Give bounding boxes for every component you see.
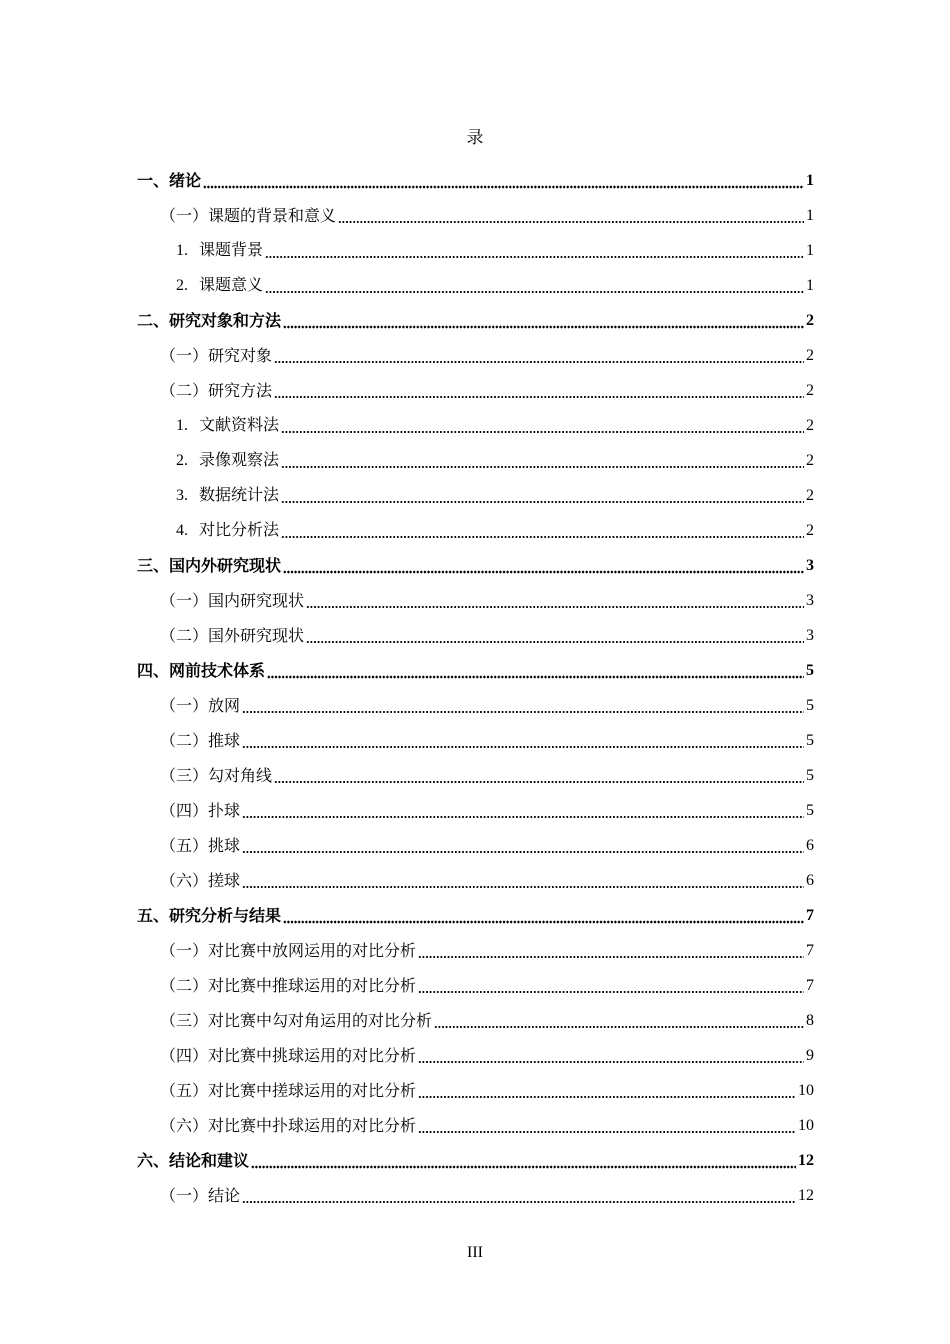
toc-dot-leader <box>283 906 804 926</box>
toc-dot-leader <box>274 346 804 366</box>
toc-dot-leader <box>418 976 804 996</box>
toc-entry-text <box>160 766 272 786</box>
toc-entry-text <box>176 240 263 261</box>
toc-dot-leader <box>265 241 804 261</box>
toc-entry-label: （六）搓球 <box>160 870 241 890</box>
toc-entry-text <box>160 1046 416 1066</box>
toc-entry[interactable] <box>0 688 950 723</box>
toc-entry[interactable] <box>0 373 950 408</box>
toc-entry[interactable] <box>0 1178 950 1213</box>
toc-entry-text <box>160 381 272 401</box>
toc-dot-leader <box>251 1151 796 1171</box>
toc-entry[interactable] <box>0 443 950 478</box>
toc-entry-text <box>137 556 281 576</box>
toc-entry-page-number: 8 <box>806 1011 814 1029</box>
toc-entry[interactable] <box>0 303 950 338</box>
toc-entry[interactable] <box>0 408 950 443</box>
toc-entry[interactable] <box>0 268 950 303</box>
toc-entry-label: （五）对比赛中搓球运用的对比分析 <box>160 1080 417 1100</box>
toc-entry-text <box>137 171 201 191</box>
toc-dot-leader <box>418 1081 796 1101</box>
toc-entry-number: 3. <box>176 487 188 504</box>
toc-entry-label: 对比分析法 <box>199 520 280 539</box>
toc-dot-leader <box>274 766 804 786</box>
toc-entry[interactable] <box>0 583 950 618</box>
toc-entry-text <box>160 1011 432 1031</box>
toc-entry[interactable] <box>0 1108 950 1143</box>
toc-entry-text <box>160 591 304 611</box>
toc-dot-leader <box>281 521 804 541</box>
toc-entry-page-number: 5 <box>806 731 814 749</box>
toc-entry[interactable] <box>0 723 950 758</box>
toc-entry-text <box>160 941 416 961</box>
toc-entry-text <box>137 906 281 926</box>
toc-heading: 录 <box>466 128 484 148</box>
toc-entry-text <box>137 311 281 331</box>
toc-entry-label: 文献资料法 <box>199 415 280 434</box>
toc-entry[interactable] <box>0 198 950 233</box>
toc-entry-page-number: 3 <box>806 556 814 574</box>
toc-entry[interactable] <box>0 513 950 548</box>
toc-entry-page-number: 5 <box>806 661 814 679</box>
toc-entry[interactable] <box>0 793 950 828</box>
toc-entry-page-number: 10 <box>798 1116 814 1134</box>
toc-entry-label: （三）对比赛中勾对角运用的对比分析 <box>160 1010 433 1030</box>
toc-entry-label: （二）对比赛中推球运用的对比分析 <box>160 975 417 995</box>
toc-entry-label: 课题意义 <box>199 275 264 294</box>
toc-entry-page-number: 12 <box>798 1186 814 1204</box>
toc-entry-text <box>176 450 279 471</box>
toc-entry[interactable] <box>0 338 950 373</box>
toc-entry[interactable] <box>0 163 950 198</box>
toc-entry[interactable] <box>0 1073 950 1108</box>
toc-entry-text <box>160 801 240 821</box>
toc-entry-label: 四、网前技术体系 <box>137 660 266 680</box>
toc-entry-label: 数据统计法 <box>199 485 280 504</box>
toc-dot-leader <box>267 661 804 681</box>
toc-dot-leader <box>283 556 804 576</box>
toc-entry-text <box>160 206 336 226</box>
toc-entry-page-number: 1 <box>806 241 814 259</box>
page-number-footer: III <box>467 1244 483 1261</box>
toc-entry-page-number: 2 <box>806 451 814 469</box>
toc-dot-leader <box>418 1116 796 1136</box>
toc-entry-page-number: 5 <box>806 696 814 714</box>
toc-entry-label: 二、研究对象和方法 <box>137 310 282 330</box>
toc-entry[interactable] <box>0 898 950 933</box>
toc-entry-text <box>176 415 279 436</box>
toc-dot-leader <box>265 276 804 296</box>
toc-entry-page-number: 10 <box>798 1081 814 1099</box>
toc-dot-leader <box>281 486 804 506</box>
toc-entry-text <box>160 626 304 646</box>
toc-dot-leader <box>281 416 804 436</box>
toc-entry-page-number: 12 <box>798 1151 814 1169</box>
toc-entry-page-number: 5 <box>806 801 814 819</box>
toc-dot-leader <box>203 171 804 191</box>
toc-entry-page-number: 1 <box>806 171 814 189</box>
toc-entry[interactable] <box>0 478 950 513</box>
toc-entry[interactable] <box>0 618 950 653</box>
toc-entry-label: 三、国内外研究现状 <box>137 555 282 575</box>
toc-entry-page-number: 7 <box>806 906 814 924</box>
toc-entry-label: （二）推球 <box>160 730 241 750</box>
toc-entry[interactable] <box>0 1003 950 1038</box>
toc-dot-leader <box>242 871 804 891</box>
toc-entry-label: （一）国内研究现状 <box>160 590 305 610</box>
toc-entry-label: （三）勾对角线 <box>160 765 273 785</box>
toc-entry-page-number: 2 <box>806 311 814 329</box>
toc-entry-label: （六）对比赛中扑球运用的对比分析 <box>160 1115 417 1135</box>
toc-entry[interactable] <box>0 1143 950 1178</box>
toc-entry[interactable] <box>0 933 950 968</box>
toc-entry-text <box>176 485 279 506</box>
toc-entry[interactable] <box>0 233 950 268</box>
toc-entry-label: 录像观察法 <box>199 450 280 469</box>
toc-entry-number: 1. <box>176 242 188 259</box>
toc-entry-text <box>160 836 240 856</box>
toc-entry-text <box>160 1081 416 1101</box>
toc-dot-leader <box>242 836 804 856</box>
toc-entry-number: 2. <box>176 277 188 294</box>
toc-entry-label: 一、绪论 <box>137 170 202 190</box>
toc-entry-page-number: 7 <box>806 941 814 959</box>
toc-entry-text <box>160 1186 240 1206</box>
toc-entry-label: （二）国外研究现状 <box>160 625 305 645</box>
toc-entry-text <box>160 871 240 891</box>
toc-entry-label: （一）课题的背景和意义 <box>160 205 337 225</box>
toc-entry-page-number: 7 <box>806 976 814 994</box>
toc-entry-page-number: 6 <box>806 836 814 854</box>
toc-entry-label: （四）对比赛中挑球运用的对比分析 <box>160 1045 417 1065</box>
toc-entry[interactable] <box>0 828 950 863</box>
toc-dot-leader <box>418 941 804 961</box>
toc-entry-page-number: 2 <box>806 346 814 364</box>
toc-dot-leader <box>418 1046 804 1066</box>
toc-dot-leader <box>283 311 804 331</box>
toc-entry-label: 五、研究分析与结果 <box>137 905 282 925</box>
toc-dot-leader <box>242 1186 796 1206</box>
toc-entry-label: （一）研究对象 <box>160 345 273 365</box>
toc-entry-page-number: 2 <box>806 521 814 539</box>
toc-entry-page-number: 2 <box>806 486 814 504</box>
toc-dot-leader <box>242 696 804 716</box>
toc-entry-label: （一）对比赛中放网运用的对比分析 <box>160 940 417 960</box>
toc-entry-label: （四）扑球 <box>160 800 241 820</box>
toc-entry-number: 2. <box>176 452 188 469</box>
toc-dot-leader <box>242 731 804 751</box>
toc-dot-leader <box>281 451 804 471</box>
toc-entry-text <box>176 275 263 296</box>
toc-entry-page-number: 5 <box>806 766 814 784</box>
toc-entry-label: （五）挑球 <box>160 835 241 855</box>
toc-entry-text <box>160 976 416 996</box>
toc-dot-leader <box>434 1011 804 1031</box>
toc-entry-label: 六、结论和建议 <box>137 1150 250 1170</box>
toc-entry-page-number: 3 <box>806 591 814 609</box>
toc-entry-page-number: 2 <box>806 381 814 399</box>
toc-entry[interactable] <box>0 863 950 898</box>
toc-entry-page-number: 1 <box>806 206 814 224</box>
toc-entry-page-number: 9 <box>806 1046 814 1064</box>
toc-dot-leader <box>274 381 804 401</box>
toc-entry-text <box>160 731 240 751</box>
toc-entry-page-number: 1 <box>806 276 814 294</box>
toc-entry-text <box>160 696 240 716</box>
toc-entry-page-number: 2 <box>806 416 814 434</box>
toc-entry-text <box>160 346 272 366</box>
toc-entry[interactable] <box>0 968 950 1003</box>
toc-entry-label: （二）研究方法 <box>160 380 273 400</box>
table-of-contents <box>0 163 950 1213</box>
toc-entry[interactable] <box>0 653 950 688</box>
toc-entry-page-number: 3 <box>806 626 814 644</box>
toc-dot-leader <box>306 626 804 646</box>
toc-entry-number: 4. <box>176 522 188 539</box>
toc-entry[interactable] <box>0 548 950 583</box>
toc-entry-text <box>137 661 265 681</box>
toc-entry-text <box>176 520 279 541</box>
toc-entry-label: 课题背景 <box>199 240 264 259</box>
toc-entry-text <box>137 1151 249 1171</box>
toc-entry-number: 1. <box>176 417 188 434</box>
toc-dot-leader <box>338 206 804 226</box>
toc-entry-label: （一）结论 <box>160 1185 241 1205</box>
toc-entry-page-number: 6 <box>806 871 814 889</box>
toc-entry-label: （一）放网 <box>160 695 241 715</box>
toc-entry[interactable] <box>0 1038 950 1073</box>
toc-dot-leader <box>306 591 804 611</box>
toc-entry-text <box>160 1116 416 1136</box>
toc-entry[interactable] <box>0 758 950 793</box>
toc-dot-leader <box>242 801 804 821</box>
